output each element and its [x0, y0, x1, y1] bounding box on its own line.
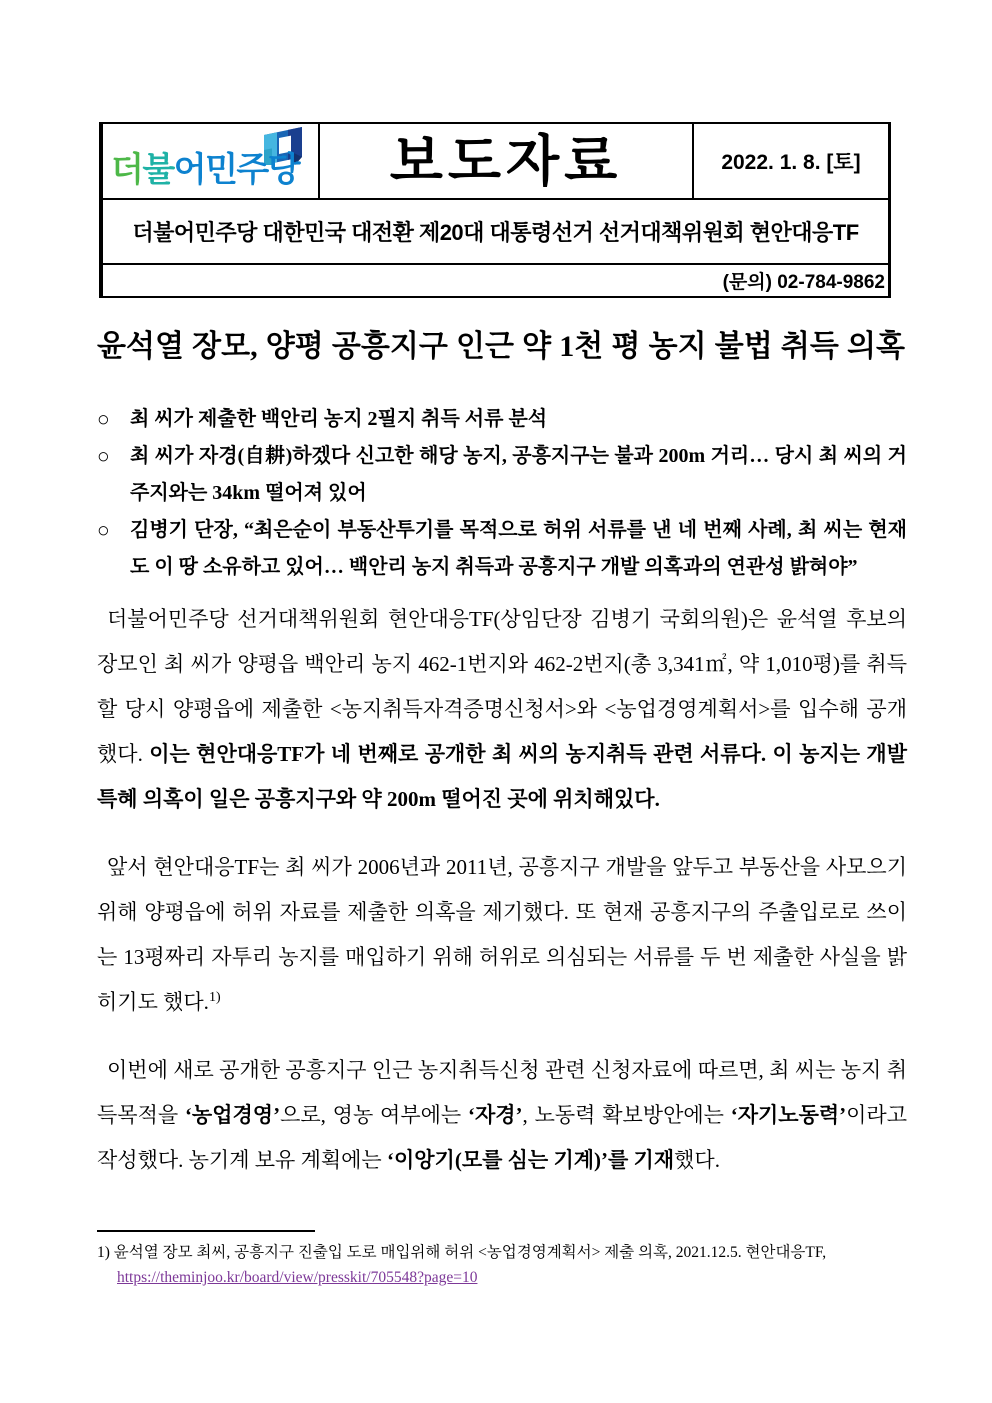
- bullet-text: 최 씨가 자경(自耕)하겠다 신고한 해당 농지, 공흥지구는 불과 200m 거리… 당시 최 씨의 거주지와는 34km 떨어져 있어: [130, 445, 907, 504]
- logo-chars-blue: 어민주당: [173, 151, 300, 189]
- header-subtitle-row: [103, 198, 888, 263]
- footnote-link[interactable]: https://theminjoo.kr/board/view/presskit/705548?page=10: [117, 1269, 478, 1286]
- paragraph-text-bold: 이는 현안대응TF가 네 번째로 공개한 최 씨의 농지취득 관련 서류다. 이 농지는 개발 특혜 의혹이 일은 공흥지구와 약 200m 떨어진 곳에 위치해있다.: [97, 742, 907, 811]
- header-contact-row: [103, 263, 888, 296]
- date-cell: [692, 124, 888, 198]
- logo-char-green: 더: [111, 151, 143, 189]
- doc-type-title: 보도자료: [389, 129, 623, 192]
- party-logo-text: [111, 142, 299, 191]
- bullet-text: 김병기 단장, “최은순이 부동산투기를 목적으로 허위 서류를 낸 네 번째 사례, 최 씨는 현재도 이 땅 소유하고 있어… 백안리 농지 취득과 공흥지구 개발 의혹과의 연관성 밝혀야”: [130, 519, 907, 578]
- paragraph-text: , 노동력 확보방안에는: [522, 1103, 731, 1127]
- circle-bullet-icon: ○: [97, 444, 110, 468]
- header-row-top: [103, 124, 888, 198]
- footnote-block: [97, 1230, 907, 1290]
- paragraph-text-bold: ‘이앙기(모를 심는 기계)’를 기재: [386, 1148, 675, 1172]
- summary-bullets: [97, 401, 907, 586]
- contact-phone: (문의) 02-784-9862: [722, 272, 885, 293]
- page-title: 윤석열 장모, 양평 공흥지구 인근 약 1천 평 농지 불법 취득 의혹: [97, 330, 905, 363]
- list-item: [97, 512, 907, 586]
- paragraph-text-bold: ‘농업경영’: [184, 1103, 281, 1127]
- footnote-text: 윤석열 장모 최씨, 공흥지구 진출입 도로 매입위해 허위 <농업경영계획서> 제출 의혹, 2021.12.5. 현안대응TF,: [113, 1244, 827, 1261]
- header-table: [99, 122, 891, 298]
- paragraph-text: 했다.: [674, 1148, 720, 1172]
- paragraph-text: 으로, 영농 여부에는: [280, 1103, 468, 1127]
- list-item: [97, 401, 907, 438]
- footnote-label: 1): [97, 1244, 110, 1261]
- paragraph: [97, 845, 907, 1025]
- paragraph: [97, 1048, 907, 1183]
- body-text: [97, 597, 907, 1183]
- footnote-url-line: [117, 1265, 907, 1290]
- paragraph-text-bold: ‘자기노동력’: [730, 1103, 847, 1127]
- footnote-text-line: [97, 1240, 907, 1265]
- list-item: [97, 438, 907, 512]
- footnote-divider: [97, 1230, 315, 1232]
- party-logo-cell: [103, 124, 320, 198]
- paragraph-text: 이번에 새로 공개한 공흥지구 인근 농지취득신청 관련 신청자료에 따르면, 최 씨는 농지 취득목적을: [97, 1058, 907, 1127]
- logo-char-teal: 불: [142, 151, 174, 189]
- circle-bullet-icon: ○: [97, 407, 110, 431]
- paragraph-text: 더불어민주당 선거대책위원회 현안대응TF(상임단장 김병기 국회의원)은 윤석열 후보의 장모인 최 씨가 양평읍 백안리 농지 462-1번지와 462-2번지(총 3,341㎡, 약 1,010평)를 취득할 당시 양평읍에 제출한 <농지취득자격증명신청서>와 <농업경영계획서>를 입수해 공개했다.: [97, 607, 907, 766]
- doc-type-cell: [320, 124, 692, 198]
- circle-bullet-icon: ○: [97, 518, 110, 542]
- paragraph: [97, 597, 907, 822]
- paragraph-text-bold: ‘자경’: [467, 1103, 523, 1127]
- release-date: 2022. 1. 8. [토]: [721, 151, 861, 174]
- paragraph-text: 이라고 작성했다. 농기계 보유 계획에는: [97, 1103, 907, 1172]
- committee-subtitle: 더불어민주당 대한민국 대전환 제20대 대통령선거 선거대책위원회 현안대응TF: [132, 220, 859, 245]
- paragraph-text: 앞서 현안대응TF는 최 씨가 2006년과 2011년, 공흥지구 개발을 앞두고 부동산을 사모으기 위해 양평읍에 허위 자료를 제출한 의혹을 제기했다. 또 현재 공흥지구의 주출입로로 쓰이는 13평짜리 자투리 농지를 매입하기 위해 허위로 의심되는 서류를 두 번 제출한 사실을 밝히기도 했다.: [97, 855, 907, 1014]
- bullet-text: 최 씨가 제출한 백안리 농지 2필지 취득 서류 분석: [130, 408, 548, 430]
- footnote-reference: 1): [208, 990, 221, 1005]
